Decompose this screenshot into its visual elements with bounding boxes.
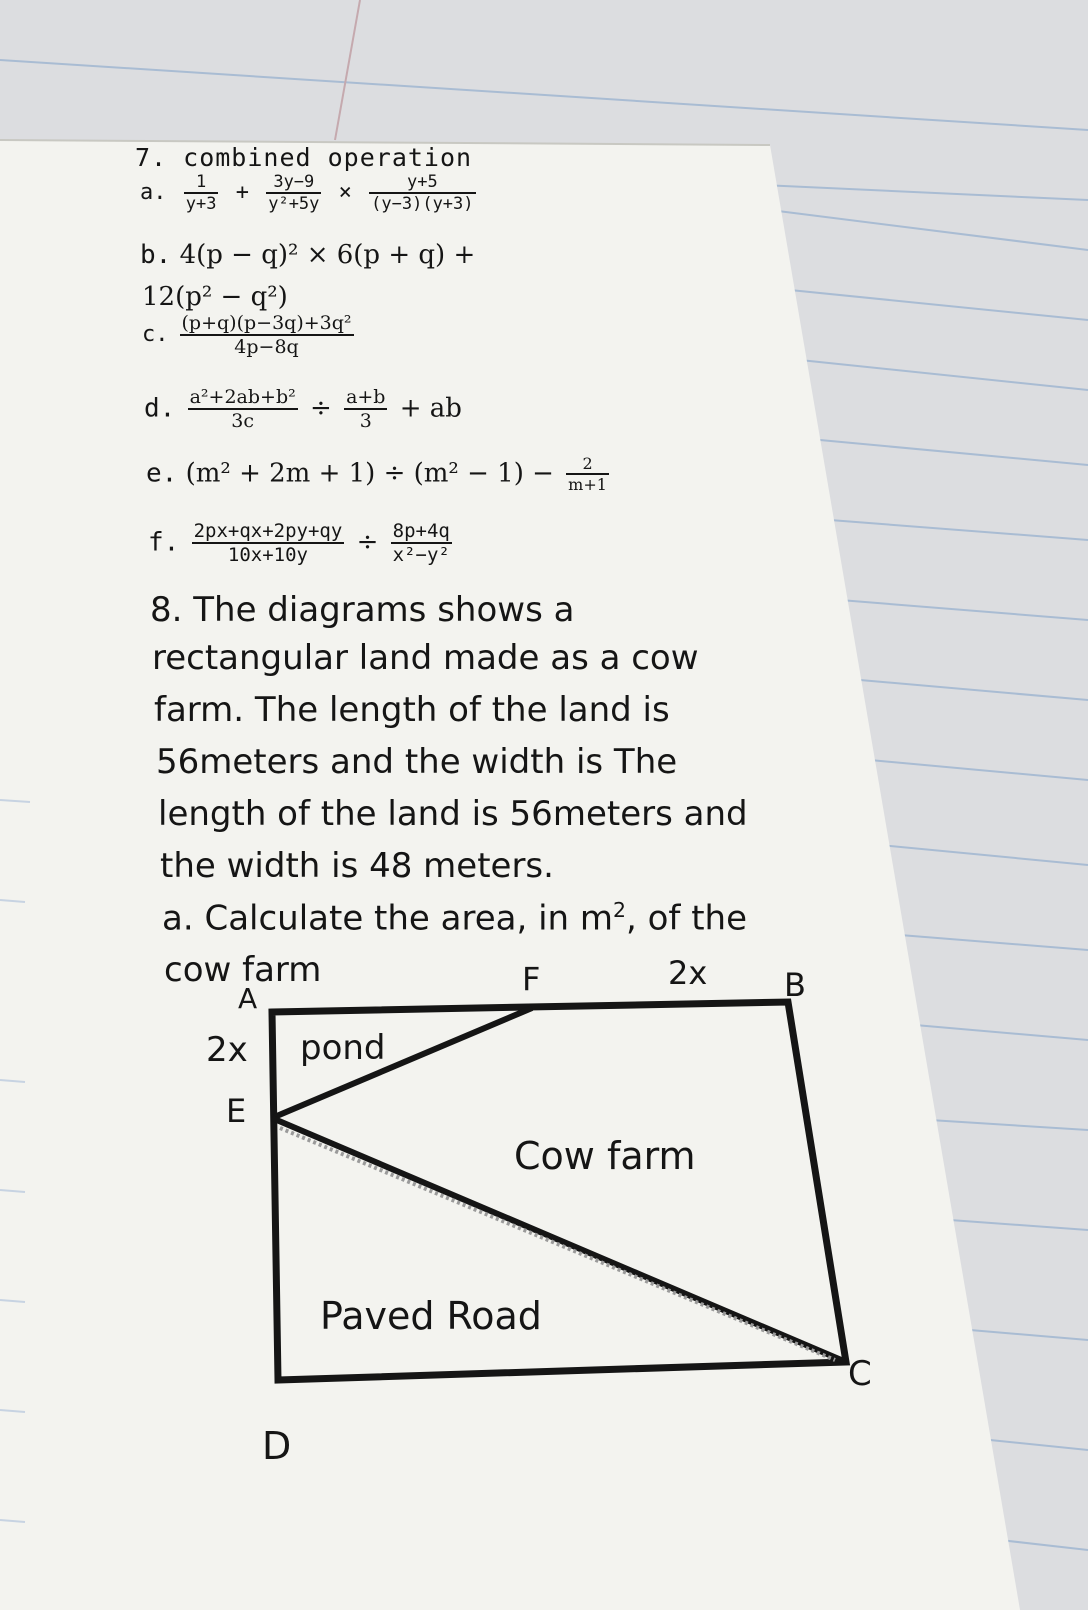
q7a-fraction-3: $\frac{y+5}{(y-3)(y+3)}$ xyxy=(371,172,474,214)
q7c-fraction: $\frac{\text{(p+q)(p−3q)+3q²}}{4p-8q}$ xyxy=(181,312,352,358)
q7d-fraction-2: $\frac{a+b}{3}$ xyxy=(346,386,386,432)
q7e-main: (m² + 2m + 1) ÷ (m² − 1) − xyxy=(185,458,554,489)
label-ae-length: 2x xyxy=(206,1030,248,1070)
q7b-line-2: 12(p² − q²) xyxy=(142,282,288,312)
q8-line-3: farm. The length of the land is xyxy=(154,690,670,730)
q8a-prefix: a. Calculate the area, in m xyxy=(162,898,614,939)
q7d-fraction-1: $\frac{\text{a²+2ab+b²}}{3c}$ xyxy=(189,386,296,432)
q7d-tail: + ab xyxy=(399,393,462,424)
q7c-label: c. xyxy=(142,322,169,347)
q8-line-2: rectangular land made as a cow xyxy=(152,638,699,678)
label-c: C xyxy=(848,1354,872,1394)
q7b-line-1 xyxy=(140,240,475,270)
q7-title: 7. combined operation xyxy=(135,143,473,172)
q7f-label: f. xyxy=(148,527,180,558)
q8a-line-1 xyxy=(162,898,747,938)
label-fb-length: 2x xyxy=(668,954,708,992)
q8-line-5: length of the land is 56meters and xyxy=(158,794,748,834)
q8a-suffix: , of the xyxy=(626,898,747,939)
q7a-times: × xyxy=(338,180,352,205)
q7f-expression xyxy=(148,520,456,566)
q7f-fraction-2: $\frac{8p+4q}{\text{x²−y²}}$ xyxy=(392,520,450,566)
q8-line-1: 8. The diagrams shows a xyxy=(150,590,575,630)
q7a-fraction-1: $\frac{1}{y+3}$ xyxy=(185,172,217,214)
q7e-expression xyxy=(146,454,613,494)
label-a: A xyxy=(238,982,258,1015)
q7b-label: b. xyxy=(140,240,172,270)
q7a-plus: + xyxy=(235,180,249,205)
label-cow-farm: Cow farm xyxy=(514,1134,696,1178)
q7a-fraction-2: $\frac{3y-9}{\text{y²+5y}}$ xyxy=(268,172,320,214)
q7b-expression-1: 4(p − q)² × 6(p + q) + xyxy=(179,240,476,270)
q8a-superscript: 2 xyxy=(613,898,626,922)
q8-line-4: 56meters and the width is The xyxy=(156,742,678,782)
q7c-expression xyxy=(142,312,358,358)
label-d: D xyxy=(262,1424,292,1468)
q8a-line-2: cow farm xyxy=(164,950,322,990)
label-pond: pond xyxy=(300,1028,386,1068)
label-f: F xyxy=(522,960,541,998)
q7e-label: e. xyxy=(146,458,178,489)
label-paved-road: Paved Road xyxy=(320,1294,542,1338)
q7f-divide: ÷ xyxy=(356,527,379,558)
q7a-label: a. xyxy=(140,180,167,205)
q7f-fraction-1: $\frac{2px+qx+2py+qy}{10x+10y}$ xyxy=(193,520,343,566)
q7a-expression xyxy=(140,172,480,214)
label-e: E xyxy=(226,1092,247,1130)
q7d-divide: ÷ xyxy=(310,393,332,424)
q8-line-6: the width is 48 meters. xyxy=(160,846,554,886)
q7d-label: d. xyxy=(144,393,176,424)
label-b: B xyxy=(784,966,806,1004)
q7e-fraction: $\frac{2}{m+1}$ xyxy=(568,454,607,494)
q7d-expression xyxy=(144,386,462,432)
